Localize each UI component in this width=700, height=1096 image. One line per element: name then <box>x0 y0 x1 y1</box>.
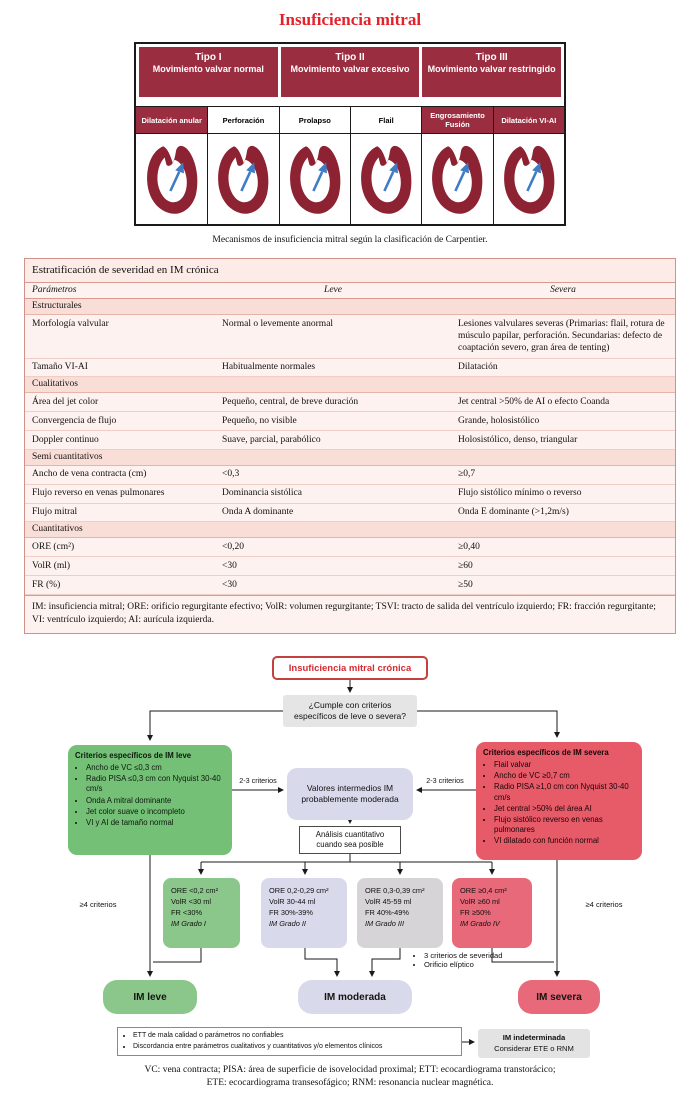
cell-severa: Onda E dominante (>1,2m/s) <box>458 507 569 518</box>
cell-severa: Lesiones valvulares severas (Primarias: flail, rotura de músculo papilar, perforación. Secundarias: defecto de coaptación severo, gran área de tenting) <box>458 318 665 354</box>
cell-severa: ≥50 <box>458 579 473 590</box>
table-row <box>25 538 675 557</box>
grade-2-box <box>261 878 347 948</box>
cell-leve: <0,20 <box>222 541 244 552</box>
mechanism-label: Engrosamiento Fusión <box>421 107 492 133</box>
carpentier-diagram <box>134 42 566 226</box>
table-row <box>25 504 675 523</box>
grade-label: IM Grado IV <box>460 919 500 929</box>
flow-start-node: Insuficiencia mitral crónica <box>272 656 428 680</box>
grade-line: FR 30%-39% <box>269 908 313 918</box>
table-title: Estratificación de severidad en IM crónica <box>25 259 675 283</box>
type-2-header <box>281 47 420 97</box>
criteria-item: • Jet color suave o incompleto <box>86 807 226 817</box>
table-footnote: IM: insuficiencia mitral; ORE: orificio regurgitante efectivo; VolR: volumen regurgitante; TSVI: tracto de salida del ventrículo izquierdo; FR: fracción regurgitante; VI: ventrículo izquierdo; AI: aurícula izquierda. <box>25 595 675 633</box>
section-header: Estructurales <box>25 299 675 315</box>
grade-line: VolR <30 ml <box>171 897 212 907</box>
outcome-im-moderada: IM moderada <box>298 980 412 1014</box>
ge4-criteria-label-right: ≥4 criterios <box>585 900 623 909</box>
cell-param: Convergencia de flujo <box>32 415 117 426</box>
severity-note: • 3 criterios de severidad <box>424 951 540 960</box>
cell-severa: ≥0,7 <box>458 469 476 480</box>
criteria-leve-list <box>75 763 226 828</box>
criteria-severa-box <box>476 742 642 860</box>
cell-leve: <30 <box>222 560 237 571</box>
bottom-note: • Discordancia entre parámetros cualitativos y cuantitativos y/o elementos clínicos <box>133 1042 456 1053</box>
cell-severa: ≥60 <box>458 560 473 571</box>
grade-label: IM Grado II <box>269 919 306 929</box>
table-row <box>25 466 675 485</box>
criteria-item: • Ancho de VC ≥0,7 cm <box>494 771 636 781</box>
grade-line: FR ≥50% <box>460 908 491 918</box>
heart-illustration <box>493 134 564 224</box>
cell-param: Tamaño VI-AI <box>32 362 88 373</box>
indeterminada-node <box>478 1029 590 1058</box>
table-row <box>25 485 675 504</box>
column-header-parametros: Parámetros <box>32 285 77 295</box>
cell-leve: Dominancia sistólica <box>222 488 302 499</box>
heart-illustration <box>136 134 207 224</box>
ge4-criteria-label-left: ≥4 criterios <box>79 900 117 909</box>
type-1-header <box>139 47 278 97</box>
mechanism-label: Prolapso <box>279 107 350 133</box>
table-row <box>25 557 675 576</box>
criteria-item: • Ancho de VC ≤0,3 cm <box>86 763 226 773</box>
mechanism-label: Perforación <box>207 107 278 133</box>
cell-severa: Dilatación <box>458 362 498 373</box>
cell-severa: Jet central >50% de AI o efecto Coanda <box>458 396 610 407</box>
indeterminada-sub: Considerar ETE o RNM <box>494 1043 574 1053</box>
criteria-severa-title: Criterios específicos de IM severa <box>483 748 609 757</box>
cell-param: Área del jet color <box>32 396 99 407</box>
cell-param: FR (%) <box>32 579 61 590</box>
criteria-item: • VI y AI de tamaño normal <box>86 818 226 828</box>
criteria-count-label-left: 2-3 criterios <box>239 776 277 785</box>
flowchart <box>0 648 700 1066</box>
table-row <box>25 393 675 412</box>
cell-leve: Pequeño, no visible <box>222 415 297 426</box>
bottom-note: • ETT de mala calidad o parámetros no confiables <box>133 1031 456 1042</box>
type-3-subtitle: Movimiento valvar restringido <box>427 64 556 74</box>
section-header: Cualitativos <box>25 377 675 393</box>
table-row <box>25 359 675 378</box>
section-header: Cuantitativos <box>25 522 675 538</box>
heart-illustration <box>207 134 278 224</box>
grade-line: FR 40%-49% <box>365 908 409 918</box>
mechanism-label: Dilatación VI-AI <box>493 107 564 133</box>
grade-line: ORE ≥0,4 cm² <box>460 886 507 895</box>
criteria-item: • Onda A mitral dominante <box>86 796 226 806</box>
cell-param: VolR (ml) <box>32 560 71 571</box>
criteria-item: • Radio PISA ≤0,3 cm con Nyquist 30-40 cm/s <box>86 774 226 794</box>
criteria-item: • Flujo sistólico reverso en venas pulmonares <box>494 815 636 835</box>
criteria-item: • Jet central >50% del área AI <box>494 804 636 814</box>
cell-leve: <0,3 <box>222 469 240 480</box>
type-1-title: Tipo I <box>195 52 222 63</box>
grade-line: VolR 45-59 ml <box>365 897 412 907</box>
flow-question-node: ¿Cumple con criterios específicos de leve o severa? <box>283 695 417 727</box>
criteria-item: • Flail valvar <box>494 760 636 770</box>
criteria-count-label-right: 2-3 criterios <box>426 776 464 785</box>
bottom-notes-box <box>117 1027 462 1056</box>
outcome-im-leve: IM leve <box>103 980 197 1014</box>
cell-param: Doppler continuo <box>32 434 99 445</box>
intermediate-values-node: Valores intermedios IM probablemente moderada <box>287 768 413 820</box>
criteria-leve-title: Criterios específicos de IM leve <box>75 751 192 760</box>
mechanism-label: Flail <box>350 107 421 133</box>
column-header-leve: Leve <box>324 285 342 295</box>
mechanism-label: Dilatación anular <box>136 107 207 133</box>
heart-illustration <box>421 134 492 224</box>
type-3-title: Tipo III <box>475 52 508 63</box>
footer-abbreviations <box>0 1064 700 1091</box>
grade-line: ORE <0,2 cm² <box>171 886 219 895</box>
grade-line: VolR ≥60 ml <box>460 897 500 907</box>
cell-leve: Onda A dominante <box>222 507 294 518</box>
grade-label: IM Grado I <box>171 919 206 929</box>
cell-leve: Pequeño, central, de breve duración <box>222 396 359 407</box>
criteria-severa-list <box>483 760 636 846</box>
table-header-row <box>25 283 675 299</box>
cell-severa: ≥0,40 <box>458 541 480 552</box>
severity-table <box>24 258 676 634</box>
type-2-subtitle: Movimiento valvar excesivo <box>290 64 410 74</box>
heart-illustration <box>350 134 421 224</box>
type-2-title: Tipo II <box>335 52 365 63</box>
grade-label: IM Grado III <box>365 919 405 929</box>
cell-param: Flujo mitral <box>32 507 78 518</box>
carpentier-caption: Mecanismos de insuficiencia mitral según la clasificación de Carpentier. <box>212 235 488 245</box>
type-1-subtitle: Movimiento valvar normal <box>152 64 264 74</box>
table-row <box>25 576 675 595</box>
cell-severa: Holosistólico, denso, triangular <box>458 434 578 445</box>
cell-param: Ancho de vena contracta (cm) <box>32 469 147 480</box>
outcome-im-severa: IM severa <box>518 980 600 1014</box>
grade-3-box <box>357 878 443 948</box>
type-3-header <box>422 47 561 97</box>
indeterminada-title: IM indeterminada <box>502 1033 566 1042</box>
cell-severa: Flujo sistólico mínimo o reverso <box>458 488 582 499</box>
cell-leve: Suave, parcial, parabólico <box>222 434 321 445</box>
section-header: Semi cuantitativos <box>25 450 675 466</box>
cell-leve: Normal o levemente anormal <box>222 318 334 329</box>
cell-leve: <30 <box>222 579 237 590</box>
page-title: Insuficiencia mitral <box>278 10 422 29</box>
footer-line: ETE: ecocardiograma transesofágico; RNM: resonancia nuclear magnética. <box>206 1078 494 1089</box>
quantitative-analysis-node: Análisis cuantitativo cuando sea posible <box>299 826 401 854</box>
severity-note: • Orificio elíptico <box>424 960 540 969</box>
table-row <box>25 412 675 431</box>
severity-extra-notes <box>414 951 540 969</box>
cell-param: ORE (cm²) <box>32 541 75 552</box>
carpentier-type-headers <box>136 44 564 100</box>
mechanism-labels <box>136 106 564 134</box>
grade-line: ORE 0,2-0,29 cm² <box>269 886 329 895</box>
criteria-item: • Radio PISA ≥1,0 cm con Nyquist 30-40 cm/s <box>494 782 636 802</box>
grade-4-box <box>452 878 532 948</box>
column-header-severa: Severa <box>550 285 576 295</box>
heart-illustrations <box>136 134 564 224</box>
cell-leve: Habitualmente normales <box>222 362 316 373</box>
footer-line: VC: vena contracta; PISA: área de superficie de isovelocidad proximal; ETT: ecocardiograma transtorácico; <box>144 1065 556 1075</box>
cell-severa: Grande, holosistólico <box>458 415 540 426</box>
criteria-item: • VI dilatado con función normal <box>494 836 636 846</box>
cell-param: Morfología valvular <box>32 318 109 329</box>
grade-1-box <box>163 878 240 948</box>
heart-illustration <box>279 134 350 224</box>
grade-line: FR <30% <box>171 908 203 918</box>
table-row <box>25 431 675 450</box>
grade-line: ORE 0,3-0,39 cm² <box>365 886 425 895</box>
cell-param: Flujo reverso en venas pulmonares <box>32 488 165 499</box>
criteria-leve-box <box>68 745 232 855</box>
table-row <box>25 315 675 359</box>
grade-line: VolR 30-44 ml <box>269 897 316 907</box>
